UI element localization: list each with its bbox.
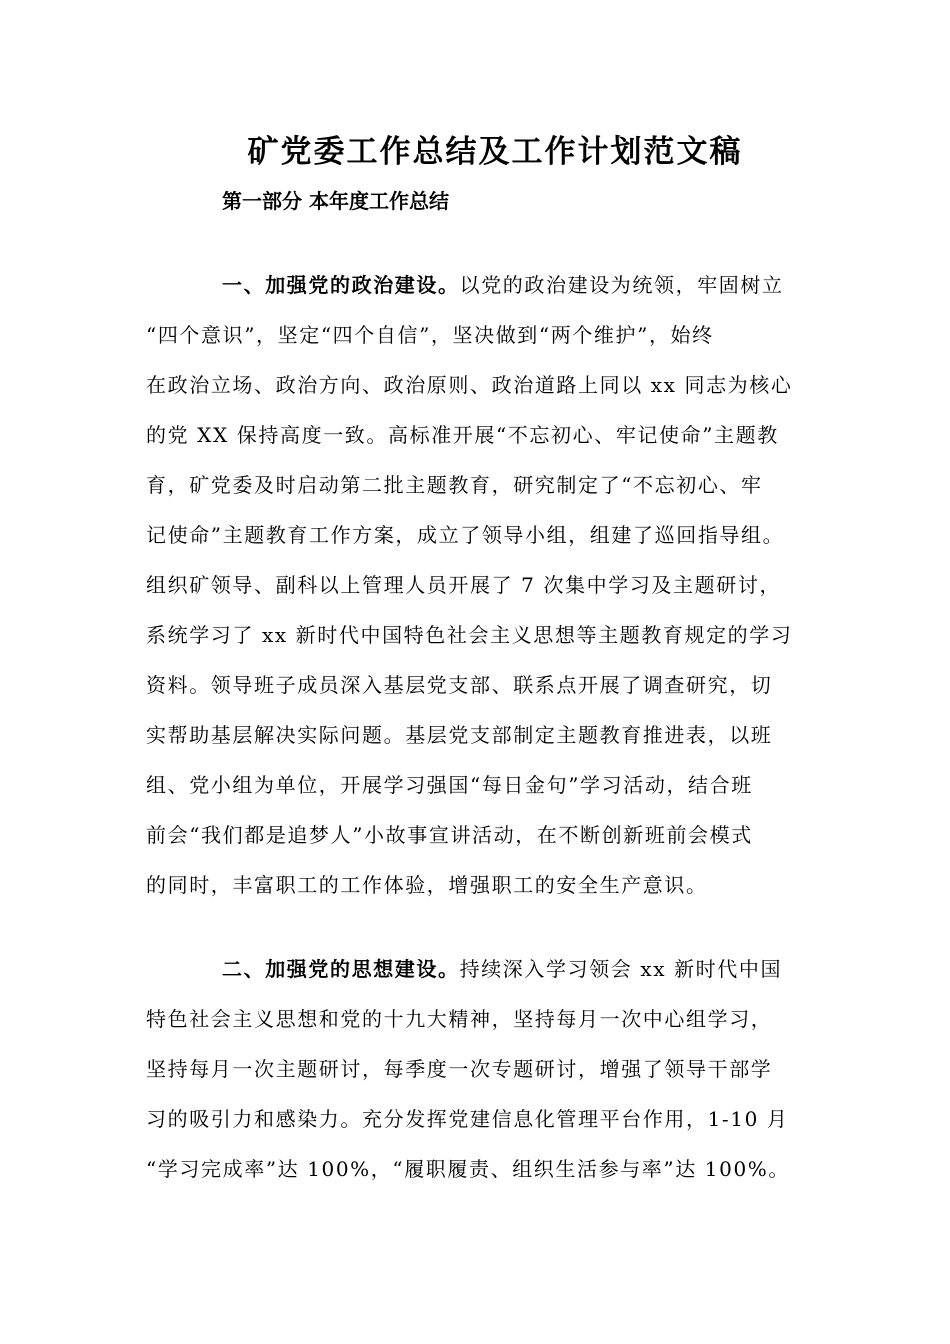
- paragraph-line: 前会“我们都是追梦人”小故事宣讲活动，在不断创新班前会模式: [146, 823, 753, 847]
- paragraph-line: 持续深入学习领会 xx 新时代中国: [459, 957, 783, 981]
- section2-first-line: [222, 952, 782, 986]
- paragraph-line: 实帮助基层解决实际问题。基层党支部制定主题教育推进表，以班: [146, 723, 773, 747]
- section1-lead: 一、加强党的政治建设。: [222, 273, 460, 297]
- paragraph-line: 的党 XX 保持高度一致。高标准开展“不忘初心、牢记使命”主题教: [146, 423, 779, 447]
- paragraph-line: 记使命”主题教育工作方案，成立了领导小组，组建了巡回指导组。: [146, 523, 785, 547]
- section2-lead: 二、加强党的思想建设。: [222, 957, 460, 981]
- paragraph-line: “学习完成率”达 100%，“履职履责、组织生活参与率”达 100%。: [146, 1157, 790, 1181]
- paragraph-line: 的同时，丰富职工的工作体验，增强职工的安全生产意识。: [146, 873, 708, 897]
- paragraph-line: 特色社会主义思想和党的十九大精神，坚持每月一次中心组学习，: [146, 1007, 773, 1031]
- paragraph-line: 习的吸引力和感染力。充分发挥党建信息化管理平台作用，1-10 月: [146, 1107, 789, 1131]
- paragraph-line: 组织矿领导、副科以上管理人员开展了 7 次集中学习及主题研讨，: [146, 573, 782, 597]
- paragraph-line: 组、党小组为单位，开展学习强国“每日金句”学习活动，结合班: [146, 773, 753, 797]
- paragraph-line: 以党的政治建设为统领，牢固树立: [459, 273, 784, 297]
- section1-first-line: [222, 268, 784, 302]
- paragraph-line: “四个意识”，坚定“四个自信”，坚决做到“两个维护”，始终: [146, 323, 714, 347]
- paragraph-line: 坚持每月一次主题研讨，每季度一次专题研讨，增强了领导干部学: [146, 1057, 773, 1081]
- document-title: 矿党委工作总结及工作计划范文稿: [247, 134, 743, 170]
- paragraph-line: 在政治立场、政治方向、政治原则、政治道路上同以 xx 同志为核心: [146, 373, 793, 397]
- paragraph-line: 资料。领导班子成员深入基层党支部、联系点开展了调查研究，切: [146, 673, 773, 697]
- paragraph-line: 育，矿党委及时启动第二批主题教育，研究制定了“不忘初心、牢: [146, 473, 763, 497]
- part-heading: 第一部分 本年度工作总结: [222, 189, 449, 213]
- paragraph-line: 系统学习了 xx 新时代中国特色社会主义思想等主题教育规定的学习: [146, 623, 793, 647]
